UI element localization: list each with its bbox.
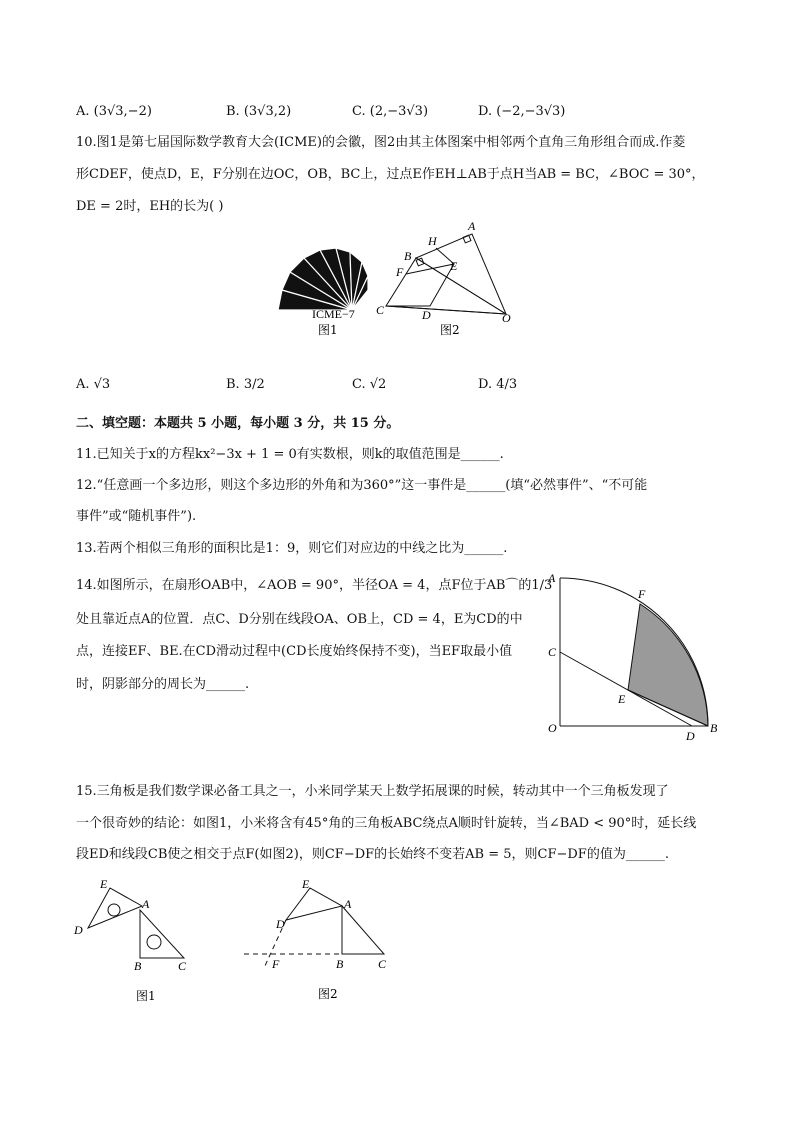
q15-fig2-point-a: A (344, 897, 352, 911)
q10-point-d: D (422, 308, 431, 322)
q15-text-line1: 15.三角板是我们数学课必备工具之一，小米同学某天上数学拓展课的时候，转动其中一个三角板发现了 (76, 784, 669, 799)
q9-option-a: A. (3√3,−2) (76, 104, 152, 119)
q10-text-line2: 形CDEF，使点D，E，F分别在边OC，OB，BC上，过点E作EH⊥AB于点H当AB = BC，∠BOC = 30°， (76, 167, 705, 182)
q15-fig1-point-a: A (142, 897, 150, 911)
q15-fig2-point-d: D (276, 917, 285, 931)
q14-point-f: F (638, 587, 646, 601)
q10-point-h: H (428, 234, 437, 248)
q14-point-o: O (548, 721, 557, 735)
q14-sector-figure (540, 570, 730, 748)
q10-point-c: C (376, 303, 385, 317)
q9-option-c: C. (2,−3√3) (352, 104, 429, 119)
q14-text-line3: 点，连接EF、BE.在CD滑动过程中(CD长度始终保持不变)，当EF取最小值 (76, 644, 513, 659)
q15-fig2-point-c: C (378, 957, 387, 971)
q10-option-c: C. √2 (352, 377, 387, 392)
q9-option-d: D. (−2,−3√3) (478, 104, 566, 119)
q11-text: 11.已知关于x的方程kx²−3x + 1 = 0有实数根，则k的取值范围是______. (76, 447, 504, 462)
q15-text-line3: 段ED和线段CB使之相交于点F(如图2)，则CF−DF的长始终不变若AB = 5，则CF−DF的值为______. (76, 847, 669, 862)
q14-text-line2: 处且靠近点A的位置．点C、D分别在线段OA、OB上，CD = 4，E为CD的中 (76, 612, 523, 627)
q15-fig1-point-d: D (74, 923, 83, 937)
q15-text-line2: 一个很奇妙的结论：如图1，小米将含有45°角的三角板ABC绕点A顺时针旋转，当∠BAD < 90°时，延长线 (76, 816, 697, 831)
q15-figure1 (72, 876, 198, 1006)
q10-text-line3: DE = 2时，EH的长为( ) (76, 199, 224, 214)
q15-fig1-point-e: E (100, 877, 108, 891)
q10-point-o: O (502, 311, 511, 325)
q12-text-line2: 事件”或“随机事件”). (76, 509, 197, 524)
q10-text-line1: 10.图1是第七届国际数学教育大会(ICME)的会徽，图2由其主体图案中相邻两个直角三角形组合而成.作菱 (76, 135, 686, 150)
q14-point-a: A (548, 571, 556, 585)
q15-fig2-point-f: F (272, 957, 280, 971)
q15-fig1-point-b: B (134, 959, 142, 973)
q10-option-d: D. 4/3 (478, 377, 518, 392)
q10-figure2 (372, 218, 522, 340)
q15-fig1-point-c: C (178, 959, 187, 973)
q10-option-b: B. 3/2 (226, 377, 265, 392)
q10-point-e: E (450, 259, 458, 273)
icme-emblem-figure (272, 238, 382, 338)
q14-point-d: D (686, 729, 695, 743)
q14-point-c: C (548, 645, 557, 659)
q10-fig1-caption: 图1 (318, 323, 338, 337)
q10-point-b: B (404, 249, 412, 263)
icme-label: ICME−7 (312, 307, 355, 321)
q14-text-line4: 时，阴影部分的周长为______. (76, 677, 250, 692)
section-heading: 二、填空题：本题共 5 小题，每小题 3 分，共 15 分。 (76, 416, 400, 431)
q10-fig2-caption: 图2 (440, 323, 460, 337)
q13-text: 13.若两个相似三角形的面积比是1：9，则它们对应边的中线之比为______. (76, 541, 508, 556)
q14-point-e: E (618, 692, 626, 706)
q15-fig2-point-e: E (302, 877, 310, 891)
q10-point-f: F (396, 265, 404, 279)
q9-option-b: B. (3√3,2) (226, 104, 292, 119)
q15-figure2 (236, 876, 396, 1006)
q15-fig2-point-b: B (336, 957, 344, 971)
q12-text-line1: 12.“任意画一个多边形，则这个多边形的外角和为360°”这一事件是______(填“必然事件”、“不可能 (76, 478, 648, 493)
q15-fig1-caption: 图1 (136, 989, 156, 1003)
q10-point-a: A (468, 219, 476, 233)
q14-text-line1: 14.如图所示，在扇形OAB中，∠AOB = 90°，半径OA = 4，点F位于AB⌒的1/3 (76, 578, 553, 593)
q14-point-b: B (710, 721, 718, 735)
q10-option-a: A. √3 (76, 377, 111, 392)
q15-fig2-caption: 图2 (318, 987, 338, 1001)
